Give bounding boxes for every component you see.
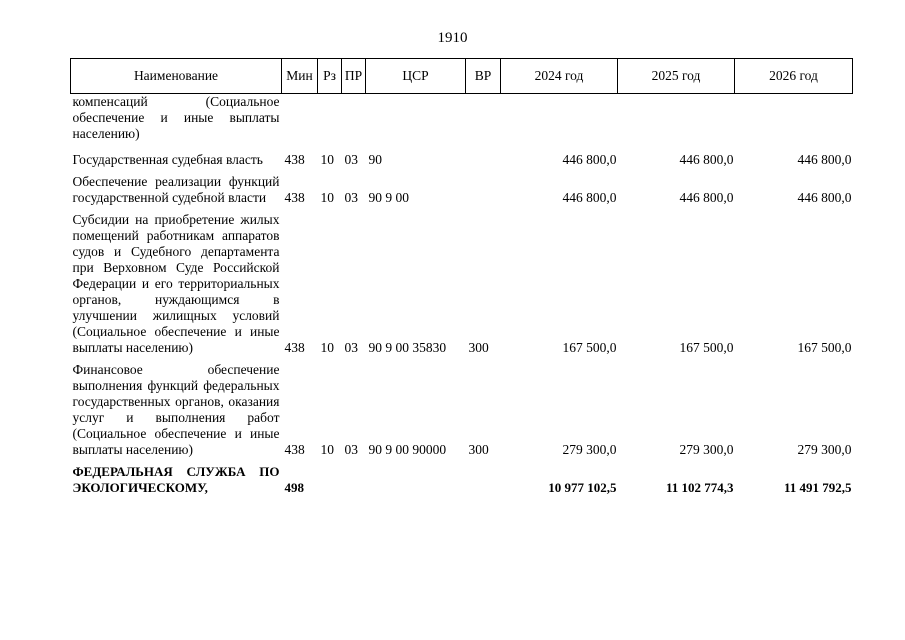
row-min: 438 — [284, 152, 305, 167]
row-2024: 167 500,0 — [562, 340, 617, 355]
row-vr — [466, 94, 501, 145]
row-name: Государственная судебная власть — [72, 152, 263, 167]
row-name: Субсидии на приобретение жилых помещений работникам аппаратов судов и Судебного департамента при Верховном Суде Российской Федерации и его территориальных органов, нуждающимся в улучшении жилищных условий (Социальное обеспечение и иные выплаты населению) — [72, 212, 280, 355]
row-name: компенсаций (Социальное обеспечение и иные выплаты населению) — [72, 94, 280, 141]
row-2025: 446 800,0 — [679, 152, 734, 167]
row-2026: 167 500,0 — [797, 340, 852, 355]
row-csr — [366, 464, 466, 502]
row-2026 — [735, 94, 853, 145]
row-vr: 300 — [468, 442, 489, 457]
row-rz: 10 — [320, 442, 334, 457]
table-row-total — [71, 464, 853, 502]
table-row — [71, 144, 853, 174]
row-rz — [318, 94, 342, 145]
row-pr: 03 — [344, 190, 358, 205]
table-row — [71, 174, 853, 212]
row-rz: 10 — [320, 190, 334, 205]
row-2025: 446 800,0 — [679, 190, 734, 205]
row-pr: 03 — [344, 340, 358, 355]
row-csr: 90 9 00 90000 — [368, 442, 447, 457]
header-rz: Рз — [318, 59, 342, 94]
row-csr: 90 9 00 35830 — [368, 340, 447, 355]
header-csr: ЦСР — [366, 59, 466, 94]
row-2024: 10 977 102,5 — [548, 480, 617, 495]
row-min: 498 — [284, 480, 304, 495]
table-row — [71, 94, 853, 145]
row-min: 438 — [284, 190, 305, 205]
header-2026: 2026 год — [735, 59, 853, 94]
row-2024: 446 800,0 — [562, 152, 617, 167]
row-csr: 90 — [368, 152, 382, 167]
row-vr: 300 — [468, 340, 489, 355]
row-2024 — [501, 94, 618, 145]
row-2025: 11 102 774,3 — [665, 480, 734, 495]
page-number: 1910 — [437, 30, 468, 46]
row-vr — [466, 174, 501, 212]
row-vr — [466, 464, 501, 502]
table-header — [71, 59, 853, 94]
row-min: 438 — [284, 442, 305, 457]
header-name: Наименование — [71, 59, 282, 94]
row-name: Обеспечение реализации функций государственной судебной власти — [72, 174, 280, 205]
header-min: Мин — [282, 59, 318, 94]
table-row — [71, 362, 853, 464]
row-2025 — [618, 94, 735, 145]
budget-table — [70, 58, 853, 502]
row-2024: 446 800,0 — [562, 190, 617, 205]
row-name: ФЕДЕРАЛЬНАЯ СЛУЖБА ПО ЭКОЛОГИЧЕСКОМУ, — [72, 464, 280, 495]
row-min: 438 — [284, 340, 305, 355]
row-csr: 90 9 00 — [368, 190, 409, 205]
row-name: Финансовое обеспечение выполнения функций федеральных государственных органов, оказания услуг и выполнения работ (Социальное обеспечение и иные выплаты населению) — [72, 362, 280, 457]
row-2026: 446 800,0 — [797, 152, 852, 167]
row-rz: 10 — [320, 152, 334, 167]
row-2024: 279 300,0 — [562, 442, 617, 457]
header-2024: 2024 год — [501, 59, 618, 94]
row-pr — [342, 94, 366, 145]
row-pr — [342, 464, 366, 502]
row-vr — [466, 144, 501, 174]
row-rz: 10 — [320, 340, 334, 355]
header-2025: 2025 год — [618, 59, 735, 94]
row-rz — [318, 464, 342, 502]
row-2026: 279 300,0 — [797, 442, 852, 457]
row-2025: 279 300,0 — [679, 442, 734, 457]
table-row — [71, 212, 853, 362]
row-pr: 03 — [344, 152, 358, 167]
row-2026: 11 491 792,5 — [783, 480, 852, 495]
row-pr: 03 — [344, 442, 358, 457]
row-2025: 167 500,0 — [679, 340, 734, 355]
row-csr — [366, 94, 466, 145]
row-min — [282, 94, 318, 145]
header-vr: ВР — [466, 59, 501, 94]
row-2026: 446 800,0 — [797, 190, 852, 205]
header-pr: ПР — [342, 59, 366, 94]
